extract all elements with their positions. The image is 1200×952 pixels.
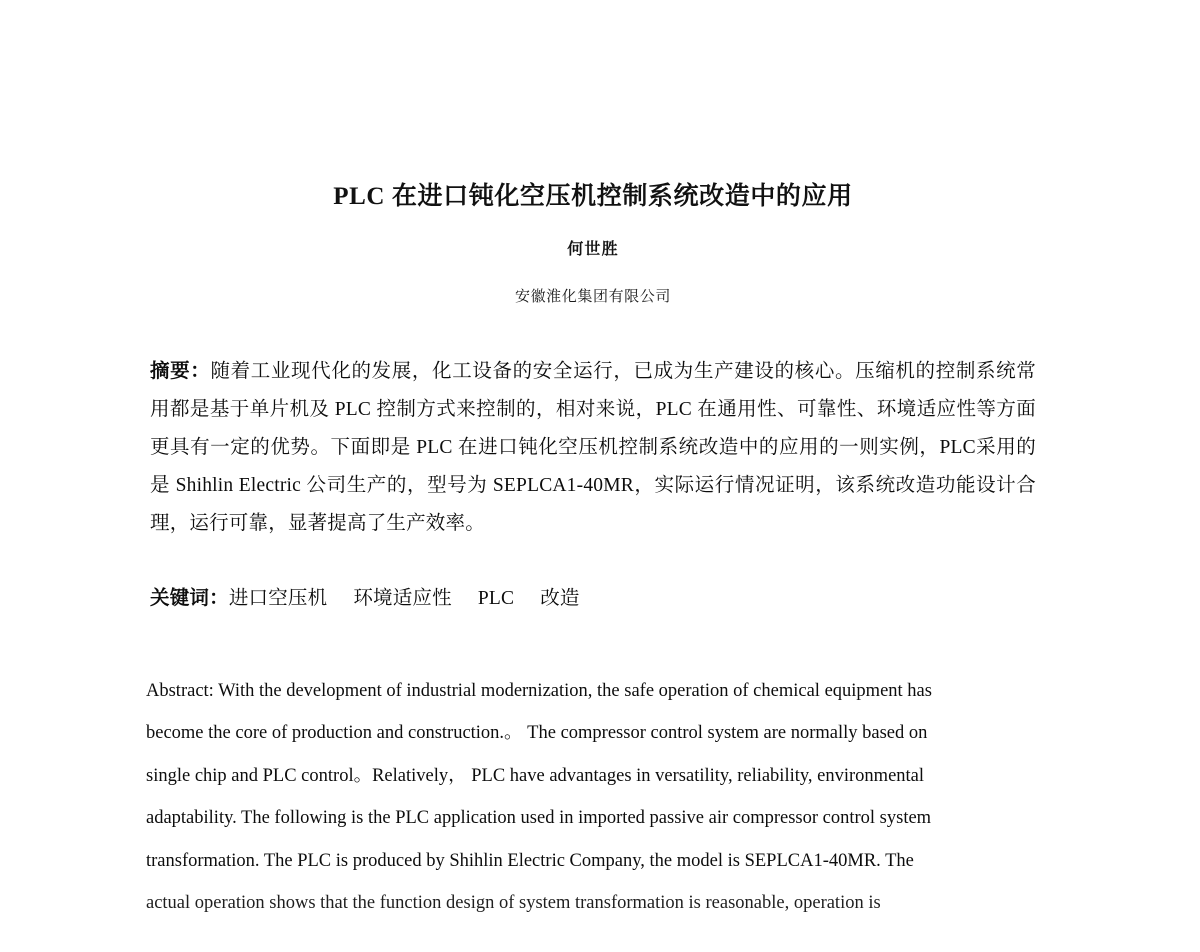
english-abstract-line-2: become the core of production and construction.。 The compressor control system are normally based on xyxy=(146,723,928,744)
page-title: PLC 在进口钝化空压机控制系统改造中的应用 xyxy=(333,183,853,210)
keyword-item-1: 进口空压机 xyxy=(228,587,328,609)
keyword-item-3: PLC xyxy=(477,587,515,609)
chinese-abstract-paragraph xyxy=(150,353,1036,543)
english-abstract-line-5: transformation. The PLC is produced by Shihlin Electric Company, the model is SEPLCA1-40MR. The xyxy=(146,850,914,871)
english-abstract-line-3: single chip and PLC control。Relatively， PLC have advantages in versatility, reliability, environmental xyxy=(146,765,925,786)
title-block xyxy=(150,0,1036,306)
chinese-keywords-section xyxy=(150,580,1036,618)
page-content-column xyxy=(146,0,1036,914)
chinese-abstract-line-1: 随着工业现代化的发展，化工设备的安全运行，已成为生产建设的核心。压缩机的控制系统 xyxy=(210,360,1017,382)
chinese-keywords-label: 关键词： xyxy=(150,587,229,609)
english-abstract-line-6-clipped: actual operation shows that the function design of system transformation is reasonable, operation is xyxy=(146,893,881,914)
keyword-item-4: 改造 xyxy=(540,587,580,609)
chinese-abstract-line-5: 功能设计合理，运行可靠，显著提高了生产效率。 xyxy=(150,474,1036,534)
chinese-abstract-line-4: 采用的是 Shihlin Electric 公司生产的，型号为 SEPLCA1-40MR，实际运行情况证明，该系统改造 xyxy=(150,436,1036,496)
english-abstract-line-1: Abstract: With the development of industrial modernization, the safe operation of chemical equipment has xyxy=(146,680,932,701)
chinese-abstract-section xyxy=(150,353,1036,543)
english-abstract-line-4: adaptability. The following is the PLC application used in imported passive air compressor control system xyxy=(146,808,932,829)
keyword-item-2: 环境适应性 xyxy=(353,587,452,609)
english-abstract-section xyxy=(146,670,1036,914)
author-affiliation: 安徽淮化集团有限公司 xyxy=(514,288,671,305)
author-name: 何世胜 xyxy=(567,240,619,258)
english-abstract-paragraph xyxy=(146,670,1036,914)
chinese-abstract-label: 摘要： xyxy=(150,360,211,382)
chinese-abstract-line-3: 方面更具有一定的优势。下面即是 PLC 在进口钝化空压机控制系统改造中的应用的一则实例，PLC xyxy=(150,398,1036,458)
chinese-abstract-line-2: 常用都是基于单片机及 PLC 控制方式来控制的，相对来说，PLC 在通用性、可靠性、环境适应性等 xyxy=(150,360,1036,420)
